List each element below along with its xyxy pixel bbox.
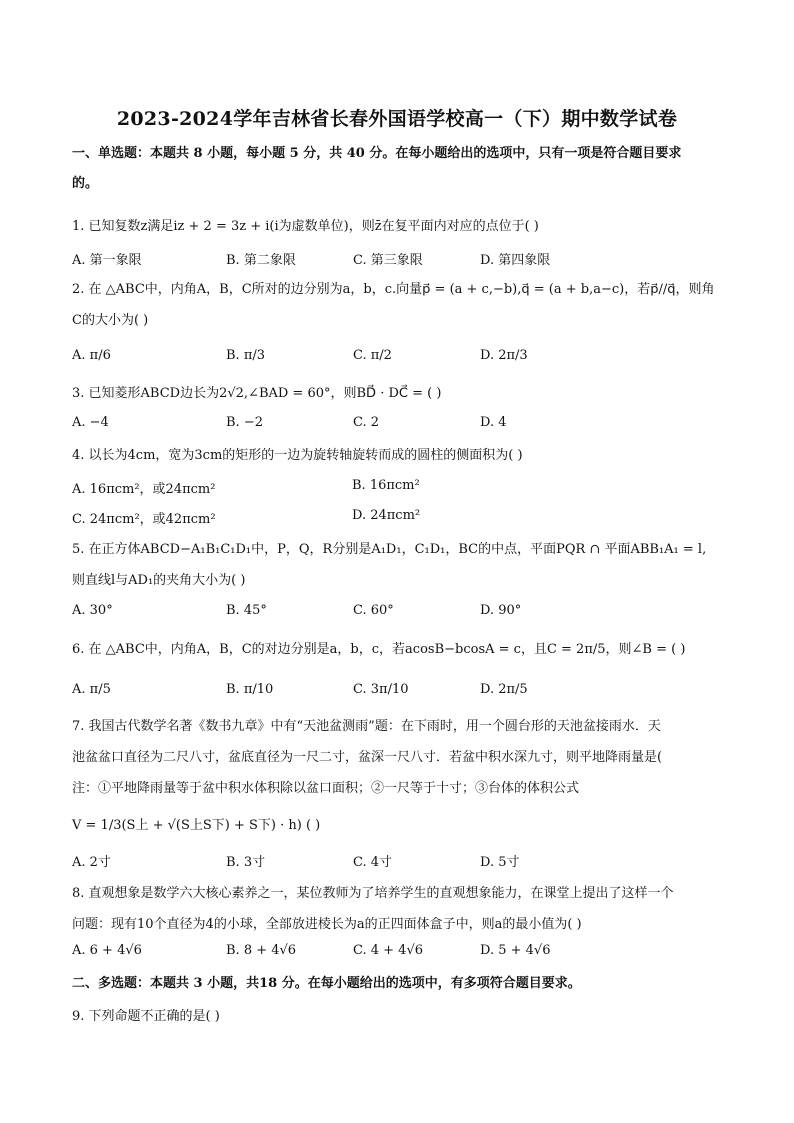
section-1-line-1: 一、单选题：本题共 8 小题，每小题 5 分，共 40 分。在每小题给出的选项中，只有一项是符合题目要求 xyxy=(72,146,682,161)
option-c: C. 4寸 xyxy=(353,855,393,870)
question-8-stem-line-1: 8. 直观想象是数学六大核心素养之一，某位教师为了培养学生的直观想象能力，在课堂上提出了这样一个 xyxy=(72,886,674,901)
question-5-stem-line-1: 5. 在正方体ABCD−A₁B₁C₁D₁中，P，Q，R分别是A₁D₁，C₁D₁，BC的中点，平面PQR ∩ 平面ABB₁A₁ = l, xyxy=(72,542,707,557)
question-7-stem-line-3: 注：①平地降雨量等于盆中积水体积除以盆口面积；②一尺等于十寸；③台体的体积公式 xyxy=(72,781,580,796)
question-4-stem: 4. 以长为4cm，宽为3cm的矩形的一边为旋转轴旋转而成的圆柱的侧面积为( ) xyxy=(72,448,523,463)
question-2-stem-line-1: 2. 在 △ABC中，内角A，B，C所对的边分别为a，b，c.向量p⃗ = (a + c,−b),q⃗ = (a + b,a−c)，若p⃗//q⃗，则角 xyxy=(72,282,715,297)
option-a: A. −4 xyxy=(72,415,109,430)
question-7-stem-line-1: 7. 我国古代数学名著《数书九章》中有“天池盆测雨”题：在下雨时，用一个圆台形的天池盆接雨水．天 xyxy=(72,719,661,734)
question-2 xyxy=(72,274,722,336)
question-3-options xyxy=(72,415,722,439)
option-d: D. 24πcm² xyxy=(352,508,421,523)
question-5-stem-line-2: 则直线l与AD₁的夹角大小为( ) xyxy=(72,573,246,588)
option-a: A. 第一象限 xyxy=(72,253,142,268)
question-5-options xyxy=(72,603,722,627)
option-d: D. 2π/3 xyxy=(480,348,528,363)
question-2-stem-line-2: C的大小为( ) xyxy=(72,313,149,328)
option-b: B. 8 + 4√6 xyxy=(226,943,297,958)
section-2-header xyxy=(72,969,722,999)
option-a: A. 30° xyxy=(72,603,113,618)
option-c: C. 24πcm²，或42πcm² xyxy=(72,512,216,527)
question-1-options xyxy=(72,249,722,273)
section-2-line-1: 二、多选题：本题共 3 小题，共18 分。在每小题给出的选项中，有多项符合题目要求。 xyxy=(72,976,581,991)
question-9-stem: 9. 下列命题不正确的是( ) xyxy=(72,1009,220,1024)
question-6-stem: 6. 在 △ABC中，内角A，B，C的对边分别是a，b，c，若acosB−bcosA = c，且C = 2π/5，则∠B = ( ) xyxy=(72,642,686,657)
option-c: C. 第三象限 xyxy=(353,253,423,268)
question-7-stem-line-2: 池盆盆口直径为二尺八寸，盆底直径为一尺二寸，盆深一尺八寸．若盆中积水深九寸，则平地降雨量是( xyxy=(72,750,663,765)
question-4-options-row-1 xyxy=(72,478,722,502)
question-6-options xyxy=(72,682,722,706)
option-a: A. 16πcm²，或24πcm² xyxy=(72,482,216,497)
option-a: A. 2寸 xyxy=(72,855,111,870)
option-b: B. 45° xyxy=(226,603,267,618)
option-c: C. 4 + 4√6 xyxy=(353,943,424,958)
option-a: A. π/6 xyxy=(72,348,111,363)
question-4-options-row-2 xyxy=(72,508,722,532)
question-3 xyxy=(72,378,722,409)
option-d: D. 第四象限 xyxy=(480,253,551,268)
question-7-options xyxy=(72,851,722,875)
option-b: B. π/10 xyxy=(226,682,274,697)
option-b: B. 16πcm² xyxy=(352,478,420,493)
option-b: B. 第二象限 xyxy=(226,253,296,268)
question-2-options xyxy=(72,348,722,372)
option-b: B. −2 xyxy=(226,415,263,430)
page-title: 2023-2024学年吉林省长春外国语学校高一（下）期中数学试卷 xyxy=(116,108,678,130)
option-c: C. 3π/10 xyxy=(353,682,409,697)
option-b: B. 3寸 xyxy=(226,855,266,870)
option-a: A. 6 + 4√6 xyxy=(72,943,142,958)
option-d: D. 90° xyxy=(480,603,522,618)
option-a: A. π/5 xyxy=(72,682,111,697)
question-1-stem: 1. 已知复数z满足iz + 2 = 3z + i(i为虚数单位)，则z̄在复平面内对应的点位于( ) xyxy=(72,219,539,234)
option-d: D. 5寸 xyxy=(480,855,520,870)
question-8-options xyxy=(72,943,722,967)
question-7-formula: V = 1/3(S上 + √(S上S下) + S下) · h) ( ) xyxy=(72,818,321,833)
question-8-stem-line-2: 问题：现有10个直径为4的小球，全部放进棱长为a的正四面体盒子中，则a的最小值为( ) xyxy=(72,917,582,932)
question-6 xyxy=(72,634,722,665)
option-b: B. π/3 xyxy=(226,348,266,363)
question-5 xyxy=(72,534,722,596)
question-8 xyxy=(72,878,722,940)
question-1 xyxy=(72,211,722,242)
section-1-header xyxy=(72,139,722,199)
question-9 xyxy=(72,1001,722,1032)
question-7 xyxy=(72,711,722,841)
question-3-stem: 3. 已知菱形ABCD边长为2√2,∠BAD = 60°，则BD⃗ · DC⃗ = ( ) xyxy=(72,386,442,401)
question-4 xyxy=(72,440,722,471)
option-d: D. 4 xyxy=(480,415,507,430)
section-1-line-2: 的。 xyxy=(72,176,99,191)
option-c: C. π/2 xyxy=(353,348,392,363)
option-d: D. 5 + 4√6 xyxy=(480,943,551,958)
option-c: C. 2 xyxy=(353,415,380,430)
option-c: C. 60° xyxy=(353,603,394,618)
option-d: D. 2π/5 xyxy=(480,682,528,697)
